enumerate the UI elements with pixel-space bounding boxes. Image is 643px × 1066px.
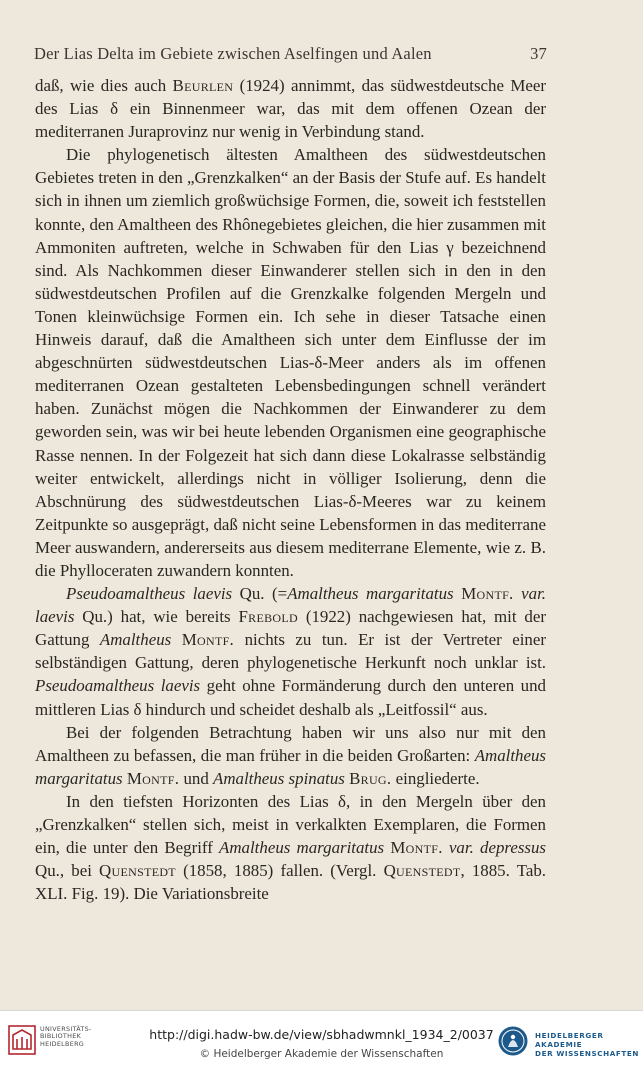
species-name: Amaltheus margaritatus	[287, 584, 454, 604]
species-name: Amaltheus margaritatus	[219, 838, 385, 858]
paragraph-4: Bei der folgenden Betrachtung haben wir uns also nur mit den Amaltheen zu befassen, die man früher in die beiden Großarten: Amaltheus margaritatus Montf. und Amaltheus spinatus Brug. eingliederte.	[35, 722, 546, 788]
species-name: Amaltheus margaritatus	[35, 745, 546, 788]
variety-name: var. depressus	[448, 838, 546, 858]
author-name: Montf.	[181, 630, 235, 650]
academy-seal-icon	[497, 1025, 529, 1057]
page-number: 37	[530, 44, 547, 63]
author-name: Beurlen	[172, 76, 234, 95]
academy-name: HEIDELBERGER AKADEMIE DER WISSENSCHAFTEN	[535, 1031, 640, 1059]
permalink-url[interactable]: http://digi.hadw-bw.de/view/sbhadwmnkl_1934_2/0037	[149, 1027, 494, 1042]
paragraph-5: In den tiefsten Horizonten des Lias δ, in den Mergeln über den „Grenzkalken“ stellen sich, meist in verkalkten Exemplaren, die Formen ein, die unter den Begriff Amaltheus margaritatus Montf. var. depressus Qu., bei Quenstedt (1858, 1885) fallen. (Vergl. Quenstedt, 1885. Tab. XLI. Fig. 19). Die Variationsbreite	[35, 791, 546, 904]
species-name: Pseudoamaltheus laevis	[66, 584, 233, 604]
variety-name: var. laevis	[35, 584, 546, 627]
author-name: Quenstedt	[99, 861, 176, 881]
paragraph-1: daß, wie dies auch Beurlen (1924) annimmt, das südwestdeutsche Meer des Lias δ ein Binnenmeer war, das mit dem offenen Ozean der mediterranen Juraprovinz nur wenig in Verbindung stand.	[35, 76, 546, 142]
species-name: Pseudoamaltheus laevis	[35, 676, 201, 696]
running-head	[34, 44, 547, 64]
author-name: Brug.	[349, 768, 392, 788]
viewer-footer	[0, 1010, 643, 1066]
author-name: Montf.	[461, 584, 514, 604]
author-name: Montf.	[390, 838, 443, 858]
paragraph-2: Die phylogenetisch ältesten Amaltheen des südwestdeutschen Gebietes treten in den „Grenzkalken“ an der Basis der Stufe auf. Es handelt sich in ihnen um ziemlich großwüchsige Formen, die, soweit ich feststellen konnte, den Amaltheen des Rhônegebietes gleichen, die hier zusammen mit Ammoniten auftreten, welche in Schwaben für den Lias γ bezeichnend sind. Als Nachkommen dieser Einwanderer stellen sich in den in den südwestdeutschen Profilen auf die Grenzkalke folgenden Mergeln und Tonen kleinwüchsige Formen ein. Ich sehe in dieser Tatsache einen Hinweis darauf, daß die Amaltheen sich unter dem Einflusse der im abgeschnürten südwestdeutschen Lias-δ-Meer anders als im offenen mediterranen Ozean gestalteten Lebensbedingungen schnell verändert haben. Zunächst mögen die Nachkommen der Einwanderer zu dem geworden sein, was wir bei heute lebenden Organismen eine geographische Rasse nennen. In der Folgezeit hat sich dann diese Lokalrasse selbständig weiter entwickelt, allerdings nicht in völliger Isolierung, denn die Abschnürung des südwestdeutschen Lias-δ-Meeres war zu keinem Zeitpunkte so ausgeprägt, daß nicht seine Lebensformen in das mediterrane Meer auswandern, andererseits aus diesem mediterrane Elemente, wie z. B. die Phylloceraten zuwandern konnten.	[35, 145, 546, 580]
author-name: Frebold	[238, 607, 298, 627]
body-text	[35, 74, 546, 905]
university-library-name: UNIVERSITÄTS- BIBLIOTHEK HEIDELBERG	[40, 1025, 92, 1048]
author-name: Quenstedt	[383, 861, 461, 881]
copyright-notice: © Heidelberger Akademie der Wissenschaften	[199, 1048, 444, 1060]
running-head-title: Der Lias Delta im Gebiete zwischen Aselfingen und Aalen	[34, 44, 432, 63]
author-name: Montf.	[126, 768, 180, 788]
species-name: Amaltheus spinatus	[213, 768, 345, 788]
paragraph-3: Pseudoamaltheus laevis Qu. (=Amaltheus margaritatus Montf. var. laevis Qu.) hat, wie bereits Frebold (1922) nachgewiesen hat, mit der Gattung Amaltheus Montf. nichts zu tun. Er ist der Vertreter einer selbständigen Gattung, deren phylogenetische Herkunft noch unklar ist. Pseudoamaltheus laevis geht ohne Formänderung durch den unteren und mittleren Lias δ hindurch und scheidet deshalb als „Leitfossil“ aus.	[35, 584, 547, 719]
genus-name: Amaltheus	[99, 630, 172, 650]
